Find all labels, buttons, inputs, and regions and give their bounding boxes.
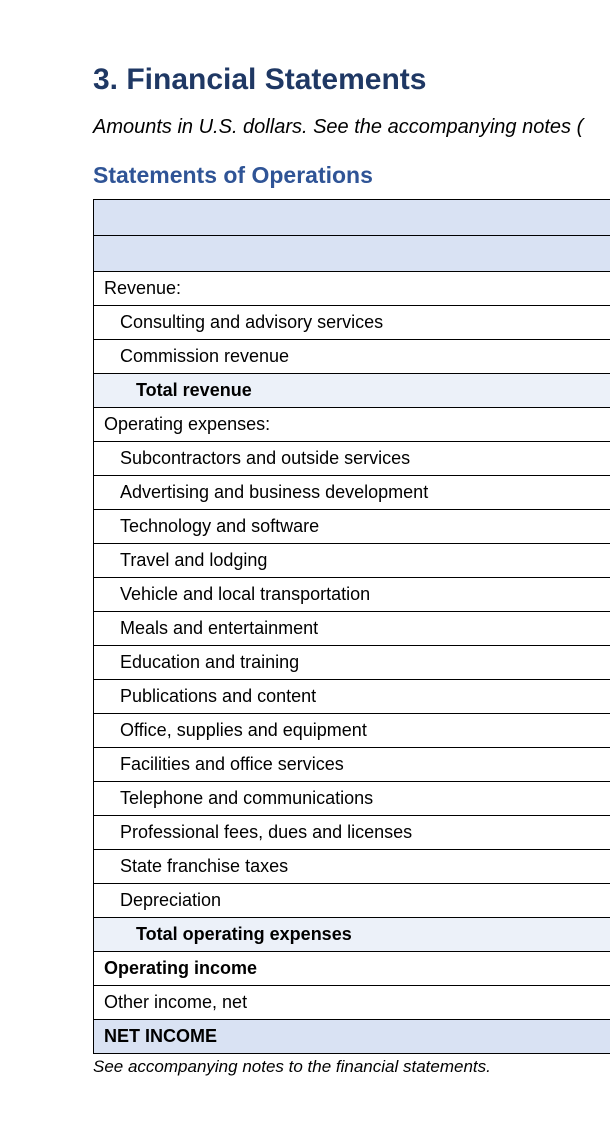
table-row	[94, 272, 610, 306]
row-label: Facilities and office services	[94, 748, 610, 782]
row-label: Subcontractors and outside services	[94, 442, 610, 476]
row-label: Other income, net	[94, 986, 610, 1020]
row-label: Telephone and communications	[94, 782, 610, 816]
table-row	[94, 748, 610, 782]
table-row	[94, 442, 610, 476]
table-row	[94, 714, 610, 748]
row-label: Depreciation	[94, 884, 610, 918]
row-label: Technology and software	[94, 510, 610, 544]
table-row	[94, 578, 610, 612]
row-label: Meals and entertainment	[94, 612, 610, 646]
table-header-row	[94, 200, 610, 236]
table-row	[94, 646, 610, 680]
row-label: Office, supplies and equipment	[94, 714, 610, 748]
row-label: Operating income	[94, 952, 610, 986]
page-title: 3. Financial Statements	[93, 63, 427, 96]
table-row	[94, 884, 610, 918]
table-row	[94, 408, 610, 442]
row-label: Total revenue	[94, 374, 610, 408]
row-label: Advertising and business development	[94, 476, 610, 510]
row-label: NET INCOME	[94, 1020, 610, 1054]
row-label: Professional fees, dues and licenses	[94, 816, 610, 850]
section-title: Statements of Operations	[93, 162, 373, 188]
row-label: Publications and content	[94, 680, 610, 714]
header-cell	[94, 200, 610, 236]
table-row	[94, 612, 610, 646]
header-cell	[94, 236, 610, 272]
table-row	[94, 680, 610, 714]
row-label: Revenue:	[94, 272, 610, 306]
table-header-row	[94, 236, 610, 272]
row-label: Vehicle and local transportation	[94, 578, 610, 612]
table-row-total	[94, 374, 610, 408]
table-row	[94, 816, 610, 850]
row-label: Total operating expenses	[94, 918, 610, 952]
table-row	[94, 476, 610, 510]
intro-text: Amounts in U.S. dollars. See the accompanying notes (	[93, 116, 584, 138]
row-label: Travel and lodging	[94, 544, 610, 578]
table-row-net-income	[94, 1020, 610, 1054]
row-label: Education and training	[94, 646, 610, 680]
table-row	[94, 782, 610, 816]
row-label: Commission revenue	[94, 340, 610, 374]
row-label: State franchise taxes	[94, 850, 610, 884]
row-label: Consulting and advisory services	[94, 306, 610, 340]
table-row	[94, 952, 610, 986]
row-label: Operating expenses:	[94, 408, 610, 442]
table-row	[94, 510, 610, 544]
table-row	[94, 986, 610, 1020]
table-row	[94, 850, 610, 884]
table-row-total	[94, 918, 610, 952]
table-row	[94, 306, 610, 340]
table-row	[94, 544, 610, 578]
statements-of-operations-table	[93, 199, 610, 1054]
footnote: See accompanying notes to the financial statements.	[93, 1057, 491, 1076]
table-row	[94, 340, 610, 374]
